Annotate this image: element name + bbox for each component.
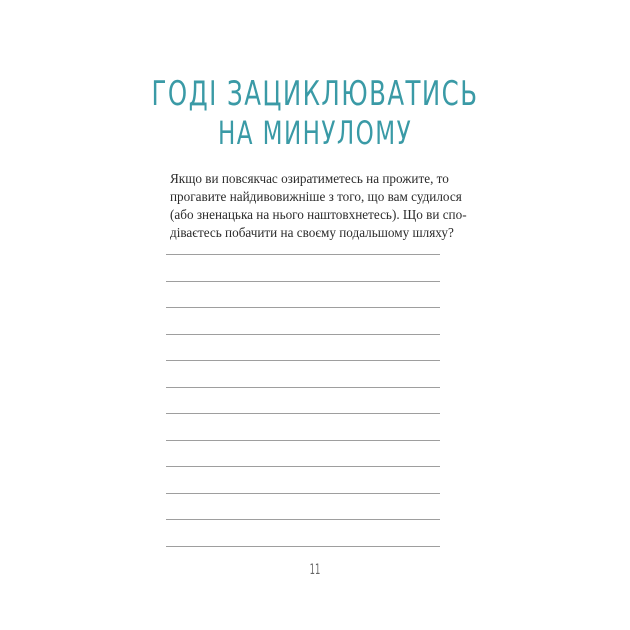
page-number: 11 — [309, 562, 321, 578]
writing-line[interactable] — [166, 307, 440, 308]
writing-line[interactable] — [166, 466, 440, 467]
writing-line[interactable] — [166, 281, 440, 282]
writing-line[interactable] — [166, 360, 440, 361]
page-title-line-1: ГОДІ ЗАЦИКЛЮВАТИСЬ — [151, 74, 479, 114]
prompt-line: (або зненацька на нього наштовхнетесь). Що ви спо- — [170, 207, 467, 222]
page-title-line-2: НА МИНУЛОМУ — [217, 114, 413, 152]
writing-line[interactable] — [166, 413, 440, 414]
prompt-line: діваєтесь побачити на своєму подальшому шляху? — [170, 225, 454, 240]
prompt-text — [170, 170, 467, 242]
writing-line[interactable] — [166, 334, 440, 335]
prompt-line: прогавите найдивовижніше з того, що вам судилося — [170, 189, 462, 204]
writing-line[interactable] — [166, 254, 440, 255]
prompt-line: Якщо ви повсякчас озиратиметесь на прожите, то — [170, 171, 449, 186]
writing-line[interactable] — [166, 493, 440, 494]
writing-line[interactable] — [166, 519, 440, 520]
writing-line[interactable] — [166, 387, 440, 388]
writing-line[interactable] — [166, 546, 440, 547]
writing-line[interactable] — [166, 440, 440, 441]
